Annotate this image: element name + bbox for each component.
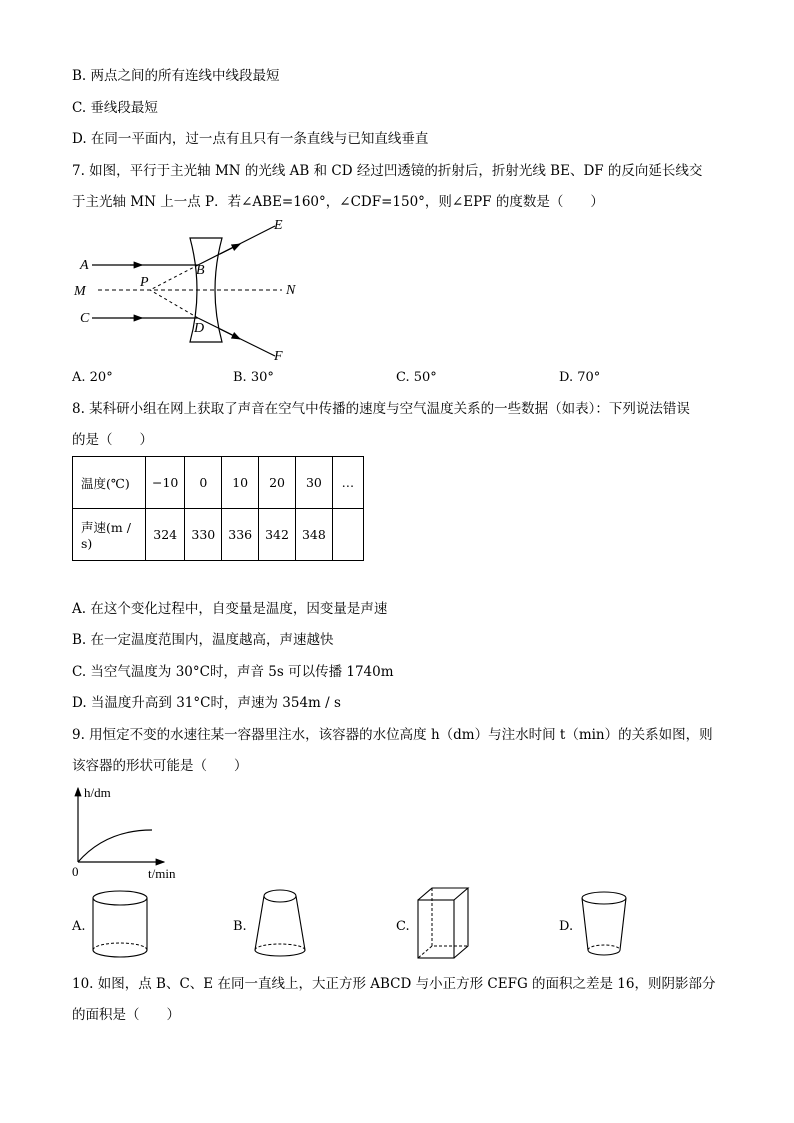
table-cell: 336: [222, 509, 259, 561]
q9-stem-line2: 该容器的形状可能是（ ）: [72, 758, 248, 774]
graph-xlabel: t/min: [148, 866, 176, 881]
q7-option-b: B. 30°: [233, 370, 274, 385]
graph-ylabel: h/dm: [84, 785, 111, 800]
table-cell: …: [332, 457, 363, 509]
table-row: [73, 457, 364, 509]
q8-stem-line2: 的是（ ）: [72, 432, 153, 448]
q9-option-b: B.: [233, 919, 247, 934]
q6-option-d: D. 在同一平面内，过一点有且只有一条直线与已知直线垂直: [72, 131, 429, 147]
label-e: E: [274, 218, 283, 233]
table-cell: 0: [185, 457, 222, 509]
table-cell: 342: [259, 509, 296, 561]
table-cell: 330: [185, 509, 222, 561]
q8-option-a: A. 在这个变化过程中，自变量是温度，因变量是声速: [72, 601, 388, 617]
container-box: [414, 884, 474, 964]
q9-stem-line1: 9. 用恒定不变的水速往某一容器里注水，该容器的水位高度 h（dm）与注水时间 t（min）的关系如图，则: [72, 727, 713, 743]
label-f: F: [274, 349, 283, 364]
table-cell: 348: [295, 509, 332, 561]
q8-option-c: C. 当空气温度为 30°C时，声音 5s 可以传播 1740m: [72, 664, 394, 680]
label-m: M: [74, 284, 86, 299]
q6-option-c: C. 垂线段最短: [72, 100, 158, 116]
container-cylinder: [88, 888, 152, 960]
q7-option-c: C. 50°: [396, 370, 437, 385]
q9-option-d: D.: [559, 919, 574, 934]
container-narrow-top: [250, 886, 310, 960]
label-c: C: [80, 311, 90, 326]
graph-curve: [78, 830, 152, 862]
q7-stem-line1: 7. 如图，平行于主光轴 MN 的光线 AB 和 CD 经过凹透镜的折射后，折射光线 BE、DF 的反向延长线交: [72, 163, 703, 179]
q8-option-b: B. 在一定温度范围内，温度越高，声速越快: [72, 632, 334, 648]
table-row: [73, 509, 364, 561]
label-n: N: [286, 283, 296, 298]
table-cell: 30: [295, 457, 332, 509]
q6-option-b: B. 两点之间的所有连线中线段最短: [72, 68, 280, 84]
table-cell: [332, 509, 363, 561]
table-header-temp: 温度(℃): [73, 457, 146, 509]
q9-graph: [66, 782, 196, 882]
table-cell: 10: [222, 457, 259, 509]
q8-stem-line1: 8. 某科研小组在网上获取了声音在空气中传播的速度与空气温度关系的一些数据（如表）：下列说法错误: [72, 401, 690, 417]
q8-table: [72, 456, 364, 561]
label-a: A: [80, 258, 89, 273]
label-p: P: [140, 275, 149, 290]
table-cell: −10: [146, 457, 185, 509]
q7-option-a: A. 20°: [72, 370, 113, 385]
q10-stem-line2: 的面积是（ ）: [72, 1007, 180, 1023]
q10-stem-line1: 10. 如图，点 B、C、E 在同一直线上，大正方形 ABCD 与小正方形 CEFG 的面积之差是 16，则阴影部分: [72, 976, 716, 992]
q7-lens-figure: [70, 214, 310, 364]
table-header-speed: 声速(m / s): [73, 509, 146, 561]
label-d: D: [194, 321, 205, 336]
table-cell: 324: [146, 509, 185, 561]
q8-option-d: D. 当温度升高到 31°C时，声速为 354m / s: [72, 695, 341, 711]
q7-option-d: D. 70°: [559, 370, 601, 385]
q9-option-a: A.: [72, 919, 86, 934]
q9-option-c: C.: [396, 919, 410, 934]
table-cell: 20: [259, 457, 296, 509]
label-b: B: [196, 263, 205, 278]
graph-origin: 0: [72, 864, 79, 879]
container-wide-top: [578, 888, 630, 960]
q7-stem-line2: 于主光轴 MN 上一点 P．若∠ABE=160°，∠CDF=150°，则∠EPF 的度数是（ ）: [72, 194, 604, 210]
